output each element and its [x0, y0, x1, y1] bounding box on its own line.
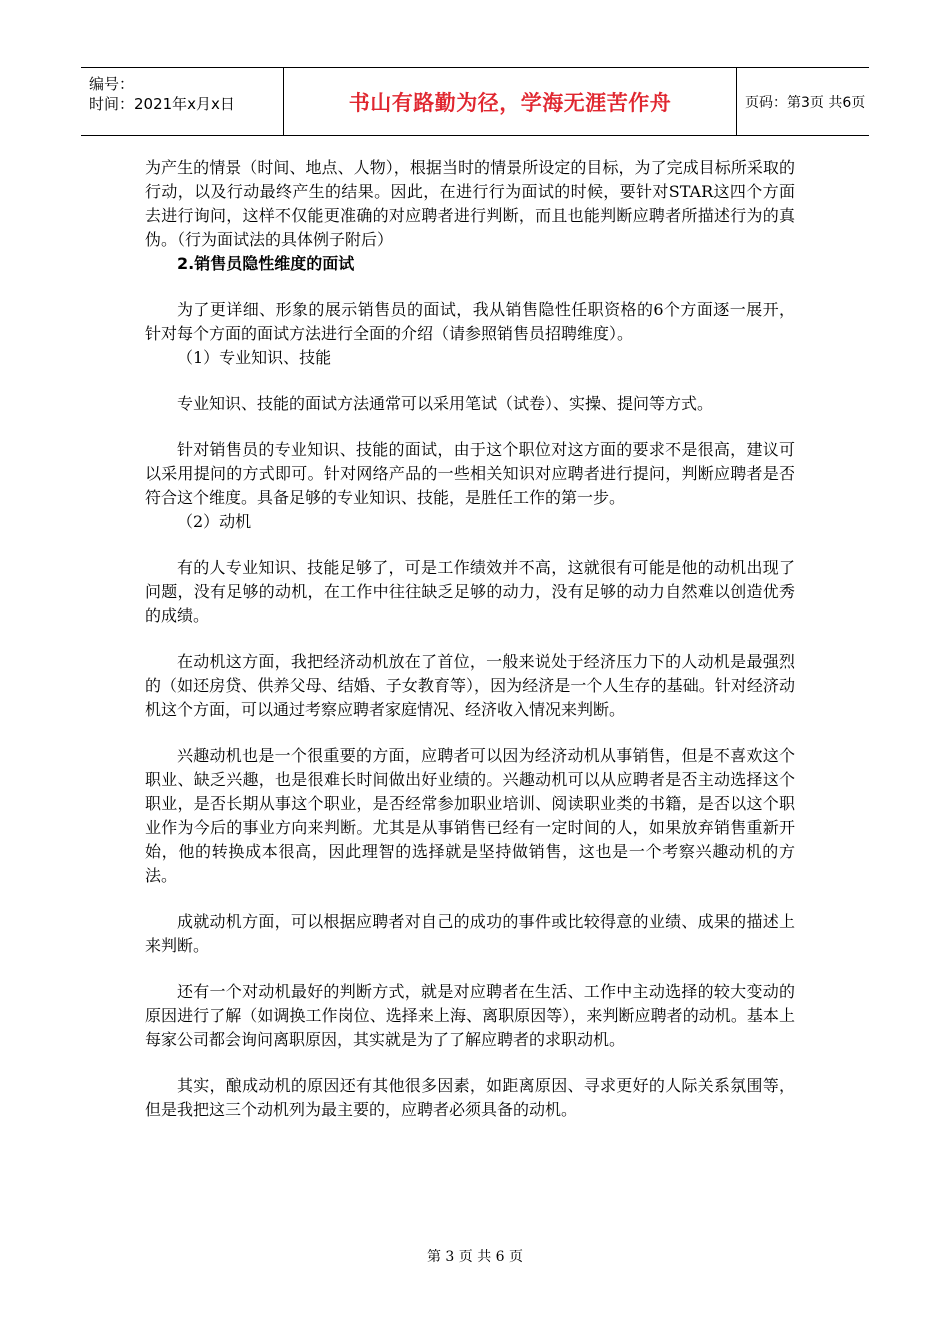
header-page-cell — [737, 68, 869, 135]
number-label: 编号： — [89, 75, 135, 93]
paragraph: 为了更详细、形象的展示销售员的面试，我从销售隐性任职资格的6个方面逐一展开，针对每个方面的面试方法进行全面的介绍（请参照销售员招聘维度）。 — [145, 300, 795, 343]
page-footer — [0, 1246, 950, 1266]
subsection-heading: （1）专业知识、技能 — [177, 348, 332, 367]
paragraph: 在动机这方面，我把经济动机放在了首位，一般来说处于经济压力下的人动机是最强烈的（如还房贷、供养父母、结婚、子女教育等），因为经济是一个人生存的基础。针对经济动机这个方面，可以通过考察应聘者家庭情况、经济收入情况来判断。 — [145, 652, 795, 719]
paragraph: 为产生的情景（时间、地点、人物），根据当时的情景所设定的目标，为了完成目标所采取的行动，以及行动最终产生的结果。因此，在进行行为面试的时候，要针对STAR这四个方面去进行询问，这样不仅能更准确的对应聘者进行判断，而且也能判断应聘者所描述行为的真伪。（行为面试法的具体例子附后） — [145, 158, 795, 249]
motto-text: 书山有路勤为径，学海无涯苦作舟 — [348, 90, 672, 115]
header-table — [81, 67, 869, 136]
time-label: 时间：2021年x月x日 — [89, 95, 235, 113]
paragraph: 兴趣动机也是一个很重要的方面，应聘者可以因为经济动机从事销售，但是不喜欢这个职业、缺乏兴趣，也是很难长时间做出好业绩的。兴趣动机可以从应聘者是否主动选择这个职业，是否长期从事这个职业，是否经常参加职业培训、阅读职业类的书籍，是否以这个职业作为今后的事业方向来判断。尤其是从事销售已经有一定时间的人，如果放弃销售重新开始，他的转换成本很高，因此理智的选择就是坚持做销售，这也是一个考察兴趣动机的方法。 — [145, 746, 795, 885]
page-code: 页码：第3页 共6页 — [745, 94, 866, 111]
section-heading: 2.销售员隐性维度的面试 — [177, 254, 355, 273]
paragraph: 针对销售员的专业知识、技能的面试，由于这个职位对这方面的要求不是很高，建议可以采用提问的方式即可。针对网络产品的一些相关知识对应聘者进行提问，判断应聘者是否符合这个维度。具备足够的专业知识、技能，是胜任工作的第一步。 — [145, 440, 795, 507]
paragraph: 专业知识、技能的面试方法通常可以采用笔试（试卷）、实操、提问等方式。 — [177, 394, 714, 413]
subsection-heading: （2）动机 — [177, 512, 252, 531]
paragraph: 其实，酿成动机的原因还有其他很多因素，如距离原因、寻求更好的人际关系氛围等，但是我把这三个动机列为最主要的，应聘者必须具备的动机。 — [145, 1076, 795, 1119]
header-motto-cell — [284, 68, 737, 135]
paragraph: 成就动机方面，可以根据应聘者对自己的成功的事件或比较得意的业绩、成果的描述上来判断。 — [145, 912, 795, 955]
header-meta-cell — [81, 68, 284, 135]
footer-page-number: 第 3 页 共 6 页 — [426, 1249, 524, 1265]
paragraph: 还有一个对动机最好的判断方式，就是对应聘者在生活、工作中主动选择的较大变动的原因进行了解（如调换工作岗位、选择来上海、离职原因等），来判断应聘者的动机。基本上每家公司都会询问离职原因，其实就是为了了解应聘者的求职动机。 — [145, 982, 795, 1049]
document-body — [145, 156, 795, 1122]
paragraph: 有的人专业知识、技能足够了，可是工作绩效并不高，这就很有可能是他的动机出现了问题，没有足够的动机，在工作中往往缺乏足够的动力，没有足够的动力自然难以创造优秀的成绩。 — [145, 558, 795, 625]
